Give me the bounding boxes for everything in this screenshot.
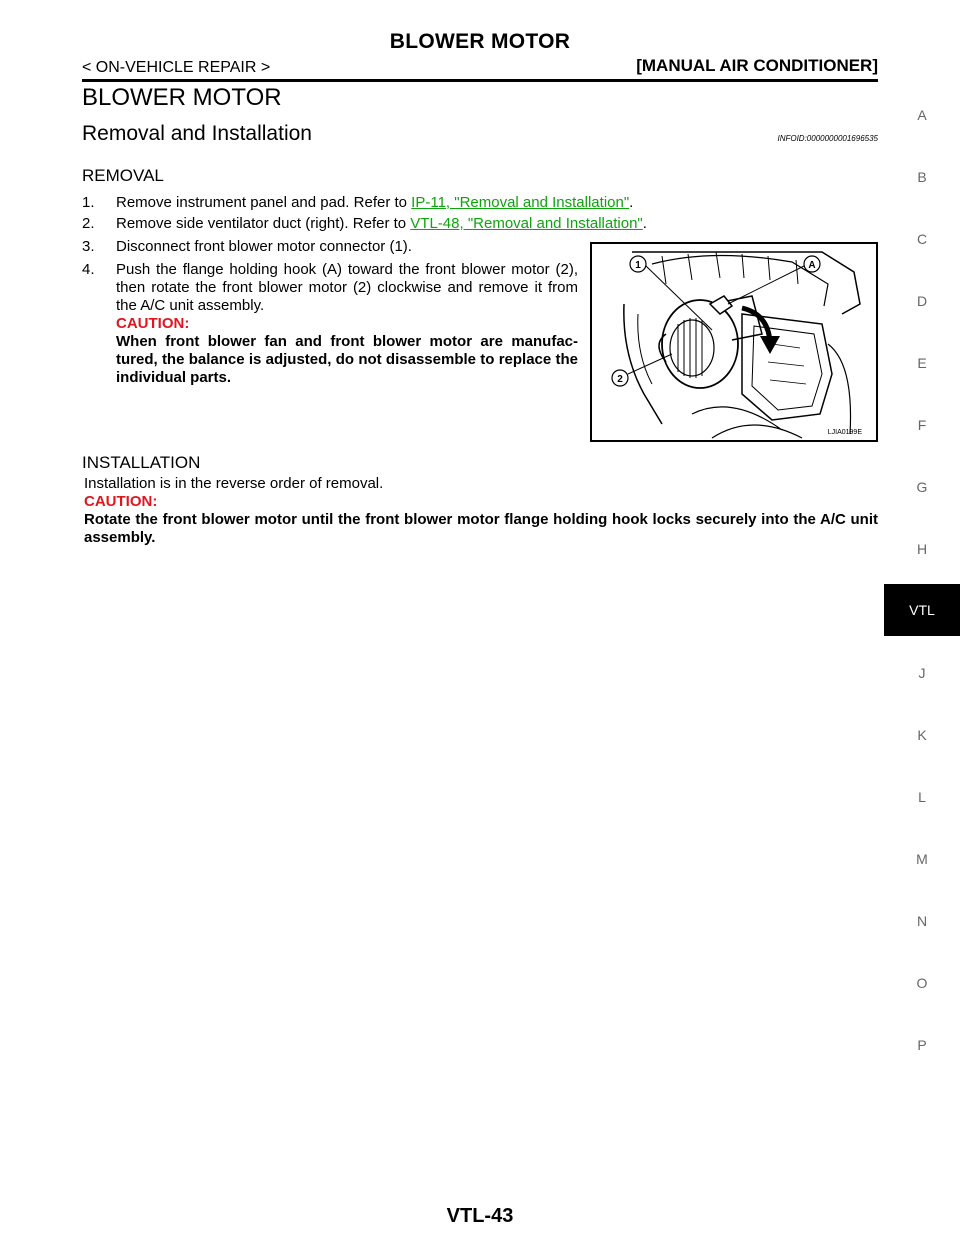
step-text: Remove instrument panel and pad. Refer to [116,194,412,211]
header-divider [82,79,878,82]
caution-text: When front blower fan and front blower motor are manufac-tured, the balance is adjusted, do not disassemble to replace the individual parts. [116,333,578,386]
step-text: Disconnect front blower motor connector (1). [116,238,412,255]
index-tab-d[interactable]: D [916,293,928,309]
caution-label: CAUTION: [116,315,190,332]
index-tab-e[interactable]: E [917,355,927,371]
index-tab-p[interactable]: P [917,1037,927,1053]
step-punct: . [629,194,634,211]
index-tab-h[interactable]: H [916,541,928,557]
step-punct: . [642,215,647,232]
index-tab-n[interactable]: N [916,913,928,929]
index-tab-m[interactable]: M [916,851,928,867]
callout-1-label: 1 [635,260,641,271]
blower-motor-figure [590,242,878,442]
callout-a-label: A [808,260,816,271]
section-title: BLOWER MOTOR [82,84,282,111]
index-tab-o[interactable]: O [916,975,928,991]
index-tab-j[interactable]: J [918,665,926,681]
side-index-tabs [884,0,960,1242]
removal-step-1 [82,194,882,212]
step-text: Remove side ventilator duct (right). Refer to [116,215,411,232]
ref-link-vtl-48[interactable]: VTL-48, "Removal and Installation" [410,215,643,232]
subsection-title: Removal and Installation [82,122,312,145]
installation-heading: INSTALLATION [82,453,201,472]
page-header-title: BLOWER MOTOR [389,30,571,53]
header-system-label: [MANUAL AIR CONDITIONER] [636,56,878,75]
step-number: 2. [82,215,95,232]
installation-text: Installation is in the reverse order of removal. [84,475,384,492]
index-tab-l[interactable]: L [918,789,926,805]
header-section-label: < ON-VEHICLE REPAIR > [82,59,271,76]
index-tab-a[interactable]: A [917,107,927,123]
step-text: Push the flange holding hook (A) toward the front blower motor (2), then rotate the front blower motor (2) clockwise and remove it from the A/C unit assembly. [116,261,578,314]
index-tab-b[interactable]: B [917,169,927,185]
installation-block [84,475,878,547]
step-number: 3. [82,238,95,255]
caution-text: Rotate the front blower motor until the front blower motor flange holding hook locks securely into the A/C unit assembly. [84,511,878,546]
figure-code: LJIA0199E [827,429,862,436]
caution-label: CAUTION: [84,493,158,510]
removal-step-4 [82,261,578,387]
index-tab-f[interactable]: F [917,417,927,433]
step-number: 1. [82,194,95,211]
info-id: INFOID:0000000001696535 [777,134,878,143]
removal-step-3 [82,238,582,256]
index-tab-k[interactable]: K [917,727,927,743]
step-number: 4. [82,261,95,278]
index-tab-g[interactable]: G [916,479,928,495]
removal-step-2 [82,215,882,233]
ref-link-ip-11[interactable]: IP-11, "Removal and Installation" [411,194,630,211]
index-tab-vtl-active[interactable]: VTL [884,584,960,636]
index-tab-c[interactable]: C [916,231,928,247]
blower-motor-illustration [592,244,876,440]
callout-2-label: 2 [617,374,623,385]
removal-heading: REMOVAL [82,166,164,185]
page-number: VTL-43 [446,1205,514,1227]
